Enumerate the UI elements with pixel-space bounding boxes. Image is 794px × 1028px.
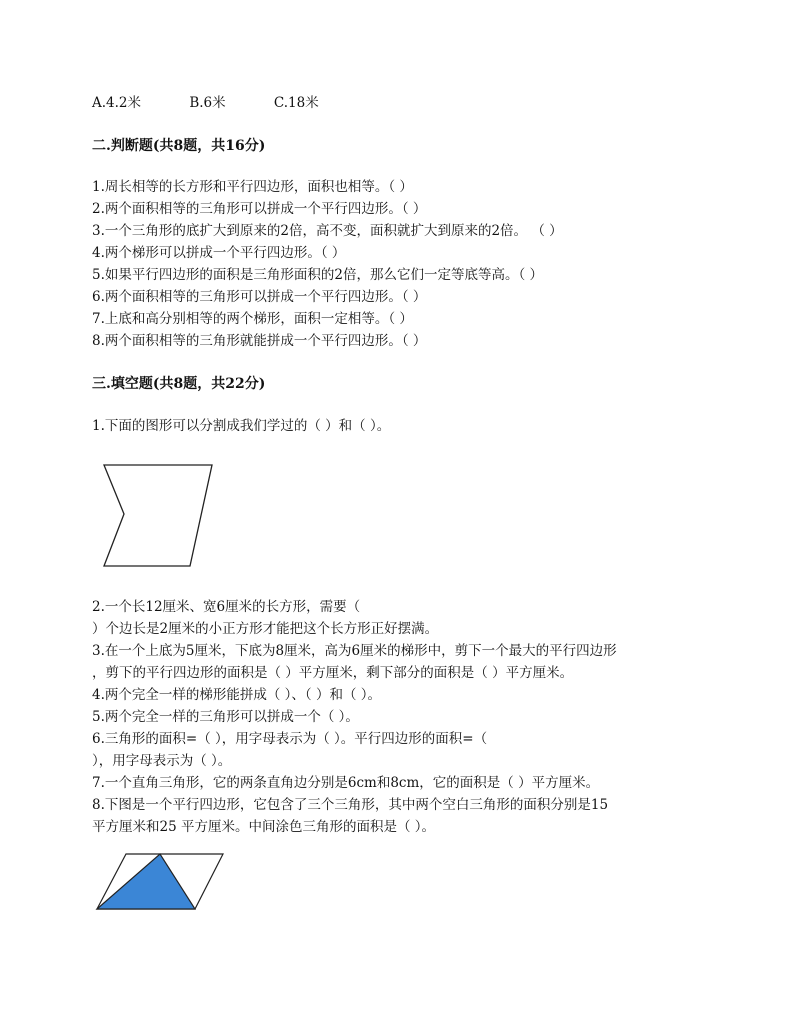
figure-notched-parallelogram [100, 462, 216, 572]
fill-q8-line2: 平方厘米和25 平方厘米。中间涂色三角形的面积是（ ）。 [92, 819, 436, 835]
fill-q3-line2: ，剪下的平行四边形的面积是（ ）平方厘米，剩下部分的面积是（ ）平方厘米。 [92, 665, 574, 681]
judge-item-2: 2.两个面积相等的三角形可以拼成一个平行四边形。（ ） [92, 201, 427, 217]
fill-q2-line1: 2.一个长12厘米、宽6厘米的长方形，需要（ [92, 599, 361, 615]
judge-item-8: 8.两个面积相等的三角形就能拼成一个平行四边形。（ ） [92, 333, 427, 349]
judge-item-6: 6.两个面积相等的三角形可以拼成一个平行四边形。（ ） [92, 289, 427, 305]
judge-item-3: 3.一个三角形的底扩大到原来的2倍，高不变，面积就扩大到原来的2倍。 （ ） [92, 223, 563, 239]
judge-item-7: 7.上底和高分别相等的两个梯形，面积一定相等。（ ） [92, 311, 413, 327]
judge-item-1: 1.周长相等的长方形和平行四边形，面积也相等。（ ） [92, 179, 413, 195]
fill-q1: 1.下面的图形可以分割成我们学过的（ ）和（ ）。 [92, 418, 391, 434]
fill-q5: 5.两个完全一样的三角形可以拼成一个（ ）。 [92, 709, 359, 725]
section2-title: 二.判断题(共8题，共16分) [92, 138, 266, 154]
fill-q6-line1: 6.三角形的面积=（ ），用字母表示为（ ）。平行四边形的面积=（ [92, 731, 488, 747]
section3-title: 三.填空题(共8题，共22分) [92, 376, 266, 392]
option-c: C.18米 [273, 95, 319, 111]
fill-q2-line2: ）个边长是2厘米的小正方形才能把这个长方形正好摆满。 [92, 621, 439, 637]
judge-item-4: 4.两个梯形可以拼成一个平行四边形。（ ） [92, 245, 346, 261]
fill-q4: 4.两个完全一样的梯形能拼成（ ）、（ ）和（ ）。 [92, 687, 382, 703]
figure-parallelogram-shaded-triangle [94, 852, 226, 912]
fill-q8-line1: 8.下图是一个平行四边形，它包含了三个三角形，其中两个空白三角形的面积分别是15 [92, 797, 609, 813]
option-b: B.6米 [189, 95, 226, 111]
options-line [92, 94, 319, 112]
fill-q6-line2: ），用字母表示为（ ）。 [92, 753, 232, 769]
fill-q3-line1: 3.在一个上底为5厘米，下底为8厘米，高为6厘米的梯形中，剪下一个最大的平行四边形 [92, 643, 617, 659]
option-a: A.4.2米 [92, 95, 142, 111]
judge-item-5: 5.如果平行四边形的面积是三角形面积的2倍，那么它们一定等底等高。（ ） [92, 267, 544, 283]
fill-q7: 7.一个直角三角形，它的两条直角边分别是6cm和8cm，它的面积是（ ）平方厘米。 [92, 775, 600, 791]
